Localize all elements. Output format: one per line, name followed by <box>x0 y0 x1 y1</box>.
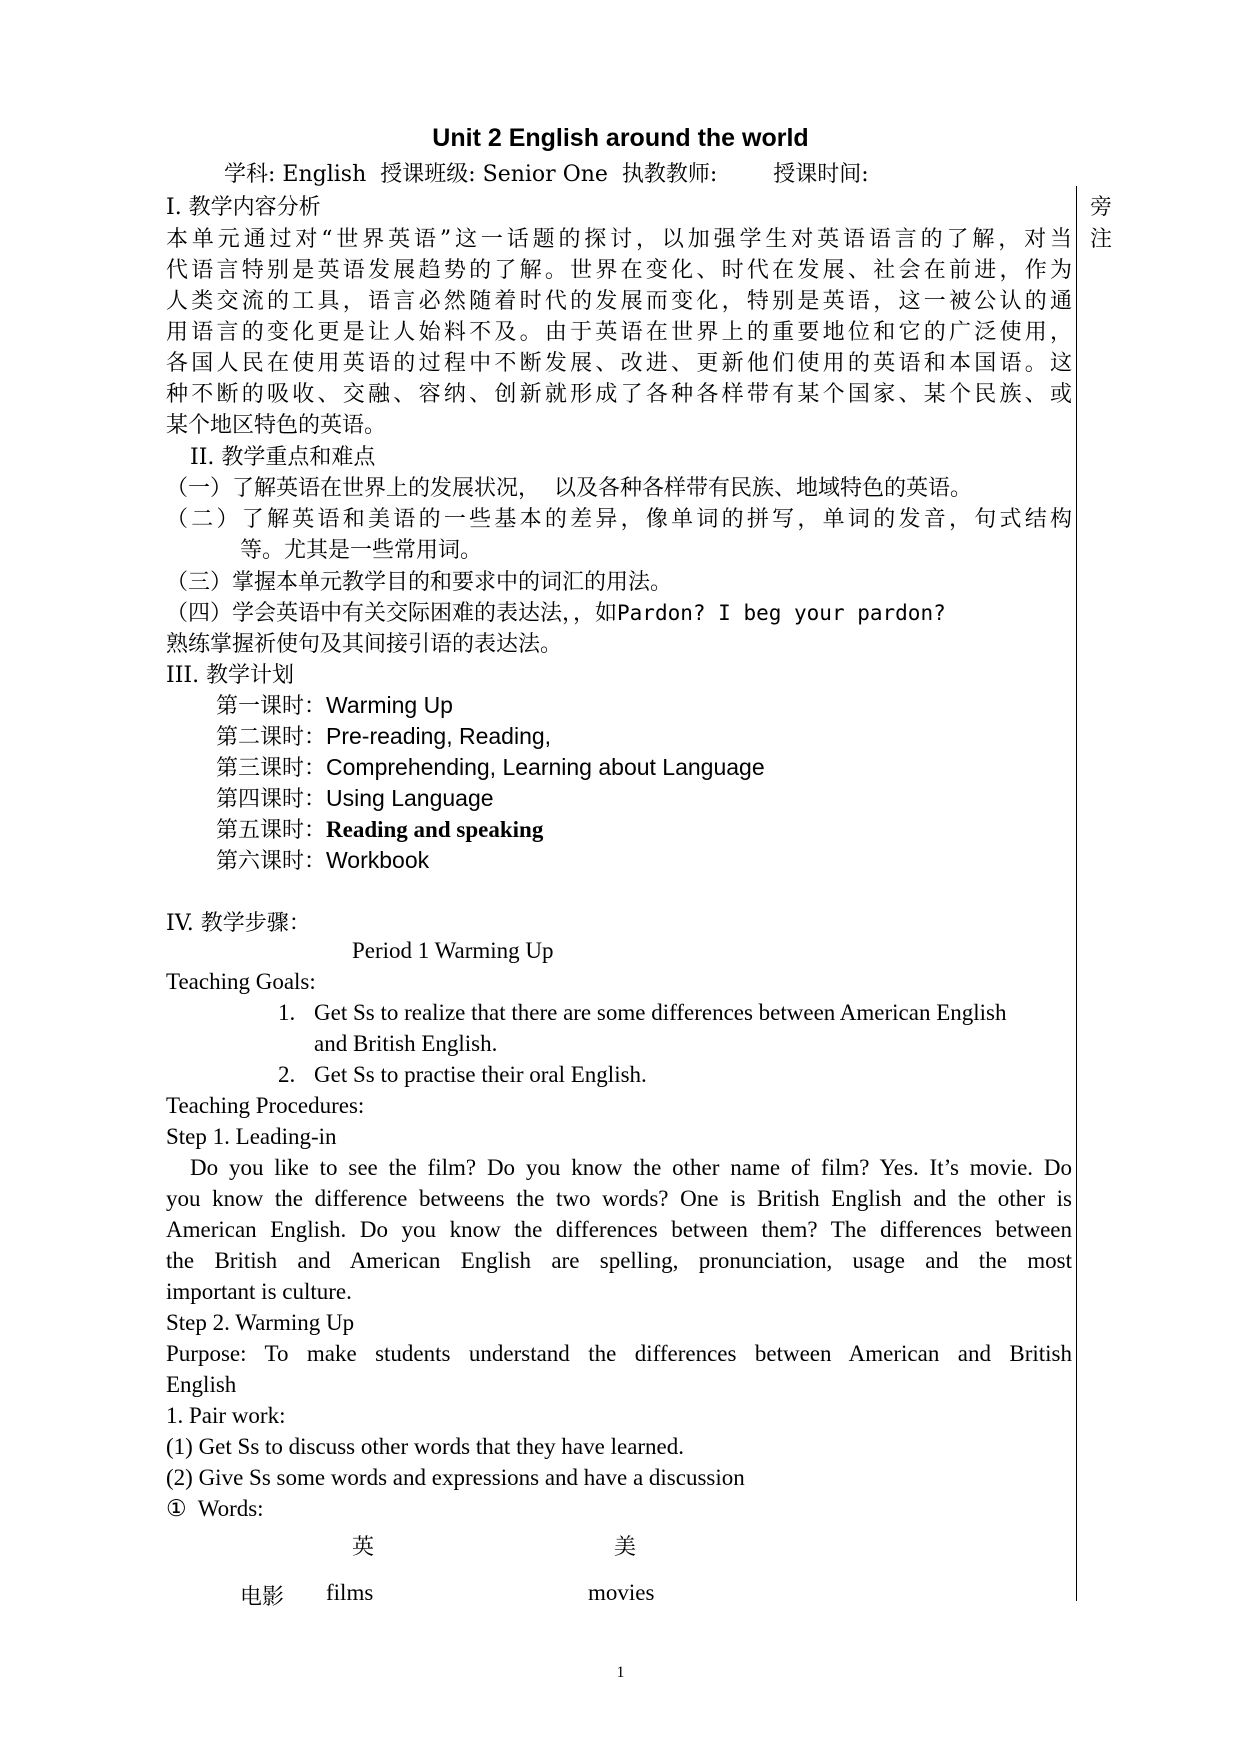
goal-1-text: Get Ss to realize that there are some differences between American English <box>314 1000 1007 1025</box>
period-label: 第四课时： <box>216 787 327 812</box>
section-2-item-4 <box>166 596 946 627</box>
teaching-goals-label: Teaching Goals: <box>166 969 316 994</box>
period-title: Period 1 Warming Up <box>352 938 554 963</box>
section-2-item-1: （一）了解英语在世界上的发展状况， 以及各种各样带有民族、地域特色的英语。 <box>166 476 972 501</box>
goal-2-text: Get Ss to practise their oral English. <box>314 1062 647 1087</box>
period-content: Workbook <box>326 847 430 873</box>
section-2-heading: II. 教学重点和难点 <box>190 445 376 470</box>
section-4-heading: IV. 教学步骤： <box>166 911 311 936</box>
side-note-char-2: 注 <box>1090 227 1113 252</box>
section-2-item-2: （二）了解英语和美语的一些基本的差异，像单词的拼写，单词的发音，句式结构 <box>166 507 1072 532</box>
step-2-heading: Step 2. Warming Up <box>166 1310 355 1335</box>
period-label: 第二课时： <box>216 725 327 750</box>
section-2-item-3: （三）掌握本单元教学目的和要求中的词汇的用法。 <box>166 570 673 595</box>
period-content: Comprehending, Learning about Language <box>326 754 765 780</box>
pair-work-item-2: (2) Give Ss some words and expressions and have a discussion <box>166 1465 745 1490</box>
period-row <box>216 813 543 844</box>
section-2-item-4-en: Pardon? I beg your pardon? <box>617 601 946 625</box>
section-2-item-2-cont: 等。尤其是一些常用词。 <box>240 538 483 563</box>
period-content: Using Language <box>326 785 494 811</box>
section-1-heading: I. 教学内容分析 <box>166 195 321 220</box>
step-1-heading: Step 1. Leading-in <box>166 1124 337 1149</box>
period-label: 第一课时： <box>216 694 327 719</box>
step-1-paragraph-last: important is culture. <box>166 1279 352 1304</box>
word-row-british: films <box>326 1580 374 1605</box>
section-3-heading: III. 教学计划 <box>166 663 295 688</box>
purpose-line-cont: English <box>166 1372 237 1397</box>
goal-2-number: 2. <box>278 1062 296 1087</box>
section-1-line: 代语言特别是英语发展趋势的了解。世界在变化、时代在发展、社会在前进，作为 <box>166 258 1072 283</box>
pair-work-item-1: (1) Get Ss to discuss other words that they have learned. <box>166 1434 685 1459</box>
section-1-line: 各国人民在使用英语的过程中不断发展、改进、更新他们使用的英语和本国语。这 <box>166 351 1072 376</box>
teaching-procedures-label: Teaching Procedures: <box>166 1093 365 1118</box>
section-2-item-5: 熟练掌握祈使句及其间接引语的表达法。 <box>166 632 563 657</box>
column-header-british: 英 <box>352 1535 375 1560</box>
page-title: Unit 2 English around the world <box>432 124 809 152</box>
word-row-american: movies <box>588 1580 655 1605</box>
step-1-paragraph-line: you know the difference betweens the two words? One is British English and the other is <box>166 1186 1072 1211</box>
goal-1-text-cont: and British English. <box>314 1031 498 1056</box>
document-meta: 学科: English 授课班级: Senior One 执教教师: 授课时间: <box>224 162 869 187</box>
period-label: 第六课时： <box>216 849 327 874</box>
section-2-item-4-cn: （四）学会英语中有关交际困难的表达法，，如 <box>166 601 618 626</box>
step-1-paragraph-line: American English. Do you know the differences between them? The differences between <box>166 1217 1072 1242</box>
period-row <box>216 844 429 875</box>
purpose-line: Purpose: To make students understand the differences between American and British <box>166 1341 1072 1366</box>
page-number: 1 <box>616 1664 625 1681</box>
side-note-char-1: 旁 <box>1090 195 1113 220</box>
words-label: ① Words: <box>166 1496 264 1521</box>
period-label: 第五课时： <box>216 818 327 843</box>
section-1-line: 用语言的变化更是让人始料不及。由于英语在世界上的重要地位和它的广泛使用， <box>166 320 1072 345</box>
period-content: Warming Up <box>326 692 453 718</box>
period-row <box>216 720 551 751</box>
section-1-line: 人类交流的工具，语言必然随着时代的发展而变化，特别是英语，这一被公认的通 <box>166 289 1072 314</box>
period-content: Reading and speaking <box>326 817 544 842</box>
goal-1-number: 1. <box>278 1000 296 1025</box>
column-header-american: 美 <box>614 1535 637 1560</box>
pair-work-heading: 1. Pair work: <box>166 1403 286 1428</box>
section-1-line: 种不断的吸收、交融、容纳、创新就形成了各种各样带有某个国家、某个民族、或 <box>166 382 1072 407</box>
step-1-paragraph-line: the British and American English are spelling, pronunciation, usage and the most <box>166 1248 1072 1273</box>
section-1-line: 某个地区特色的英语。 <box>166 413 387 438</box>
period-content: Pre-reading, Reading, <box>326 723 552 749</box>
word-row-chinese: 电影 <box>240 1585 285 1610</box>
period-row <box>216 689 453 720</box>
step-1-paragraph-line: Do you like to see the film? Do you know the other name of film? Yes. It’s movie. Do <box>190 1155 1072 1180</box>
period-row <box>216 782 494 813</box>
period-label: 第三课时： <box>216 756 327 781</box>
period-row <box>216 751 765 782</box>
side-note-divider <box>1076 186 1077 1601</box>
section-1-line: 本单元通过对“世界英语”这一话题的探讨，以加强学生对英语语言的了解，对当 <box>166 227 1072 252</box>
